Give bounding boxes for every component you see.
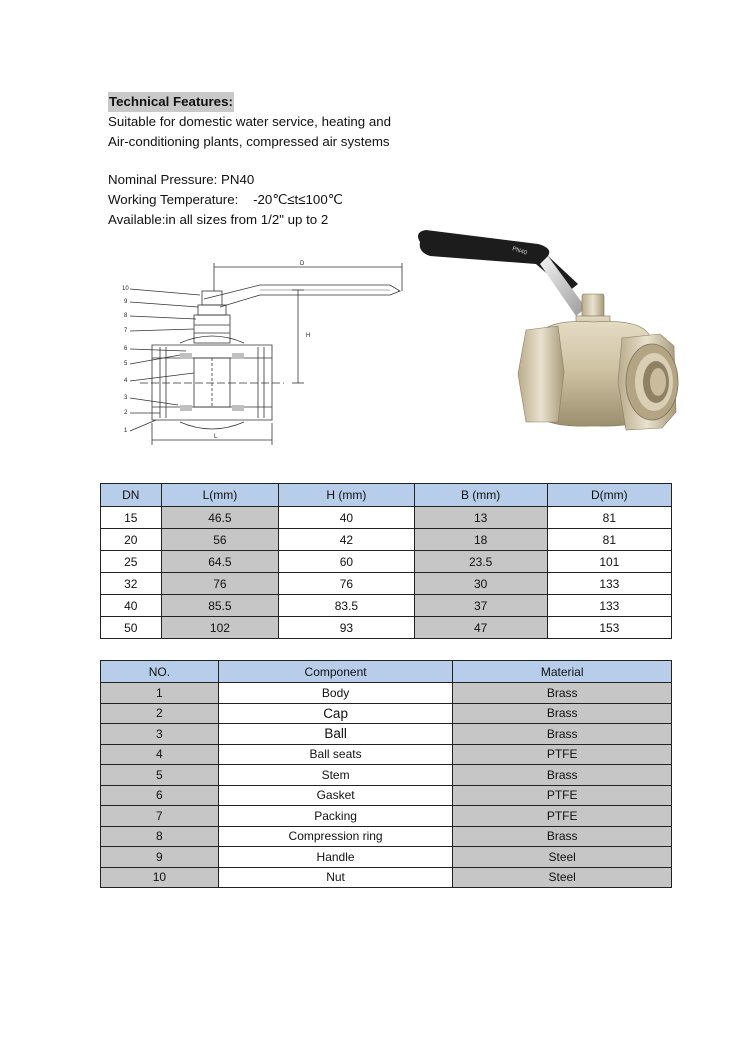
cell-l: 76 — [161, 573, 279, 595]
part-number-2: 2 — [124, 410, 128, 416]
cell-l: 56 — [161, 529, 279, 551]
table-row — [101, 765, 672, 786]
cell-no: 8 — [101, 826, 219, 847]
dim-label-d: D — [300, 261, 305, 267]
valve-photo — [408, 222, 708, 460]
table-row — [101, 529, 672, 551]
cell-material: Brass — [453, 724, 672, 745]
table-row — [101, 507, 672, 529]
cell-b: 47 — [414, 617, 547, 639]
table-row — [101, 847, 672, 868]
technical-features — [108, 92, 468, 230]
cell-no: 9 — [101, 847, 219, 868]
cell-h: 76 — [279, 573, 414, 595]
header-no: NO. — [101, 661, 219, 683]
cell-no: 7 — [101, 806, 219, 827]
cell-component: Nut — [218, 867, 453, 888]
technical-drawing — [120, 255, 405, 455]
cell-material: Brass — [453, 765, 672, 786]
table-row — [101, 806, 672, 827]
ball-valve-image — [408, 222, 708, 460]
cell-b: 23.5 — [414, 551, 547, 573]
dimensions-header-row — [101, 484, 672, 507]
cell-material: Brass — [453, 703, 672, 724]
table-row — [101, 617, 672, 639]
cell-material: Steel — [453, 867, 672, 888]
cell-component: Body — [218, 683, 453, 704]
part-number-8: 8 — [124, 313, 128, 319]
table-row — [101, 683, 672, 704]
cell-h: 60 — [279, 551, 414, 573]
cell-l: 85.5 — [161, 595, 279, 617]
table-row — [101, 826, 672, 847]
cell-b: 13 — [414, 507, 547, 529]
cell-d: 133 — [547, 595, 671, 617]
cell-dn: 20 — [101, 529, 162, 551]
table-row — [101, 595, 672, 617]
cell-material: Brass — [453, 683, 672, 704]
cell-b: 37 — [414, 595, 547, 617]
part-number-3: 3 — [124, 395, 128, 401]
part-number-1: 1 — [124, 428, 128, 434]
features-line-2: Air-conditioning plants, compressed air systems — [108, 134, 390, 149]
table-row — [101, 744, 672, 765]
cell-no: 5 — [101, 765, 219, 786]
cell-no: 10 — [101, 867, 219, 888]
nominal-pressure: Nominal Pressure: PN40 — [108, 172, 255, 187]
table-row — [101, 785, 672, 806]
table-row — [101, 724, 672, 745]
header-l: L(mm) — [161, 484, 279, 507]
cell-component: Cap — [218, 703, 453, 724]
cell-component: Ball — [218, 724, 453, 745]
cell-l: 46.5 — [161, 507, 279, 529]
part-number-10: 10 — [122, 286, 129, 292]
cell-material: PTFE — [453, 806, 672, 827]
cell-l: 64.5 — [161, 551, 279, 573]
cell-no: 3 — [101, 724, 219, 745]
available-sizes: Available:in all sizes from 1/2" up to 2 — [108, 212, 329, 227]
spacer — [108, 152, 468, 170]
cell-component: Compression ring — [218, 826, 453, 847]
header-dn: DN — [101, 484, 162, 507]
features-line-1: Suitable for domestic water service, heating and — [108, 114, 392, 129]
cell-b: 30 — [414, 573, 547, 595]
cell-material: PTFE — [453, 785, 672, 806]
cell-d: 133 — [547, 573, 671, 595]
header-b: B (mm) — [414, 484, 547, 507]
cell-dn: 40 — [101, 595, 162, 617]
part-number-9: 9 — [124, 299, 128, 305]
cell-h: 93 — [279, 617, 414, 639]
valve-drawing — [120, 255, 405, 455]
part-number-5: 5 — [124, 361, 128, 367]
features-heading: Technical Features: — [108, 92, 234, 112]
table-row — [101, 867, 672, 888]
cell-component: Handle — [218, 847, 453, 868]
cell-b: 18 — [414, 529, 547, 551]
cell-material: Brass — [453, 826, 672, 847]
cell-h: 42 — [279, 529, 414, 551]
cell-l: 102 — [161, 617, 279, 639]
handle-text: PN40 — [511, 246, 528, 257]
part-number-4: 4 — [124, 378, 128, 384]
header-d: D(mm) — [547, 484, 671, 507]
table-row — [101, 551, 672, 573]
dim-label-l: L — [214, 434, 218, 440]
dim-label-h: H — [306, 333, 311, 339]
cell-h: 83.5 — [279, 595, 414, 617]
part-number-7: 7 — [124, 328, 128, 334]
cell-dn: 25 — [101, 551, 162, 573]
cell-no: 2 — [101, 703, 219, 724]
header-material: Material — [453, 661, 672, 683]
header-component: Component — [218, 661, 453, 683]
materials-table — [100, 660, 672, 888]
cell-d: 81 — [547, 507, 671, 529]
dimensions-table — [100, 483, 672, 639]
cell-d: 153 — [547, 617, 671, 639]
cell-component: Ball seats — [218, 744, 453, 765]
part-number-6: 6 — [124, 346, 128, 352]
working-temperature: Working Temperature: -20℃≤t≤100℃ — [108, 192, 343, 207]
cell-no: 1 — [101, 683, 219, 704]
cell-no: 6 — [101, 785, 219, 806]
table-row — [101, 573, 672, 595]
header-h: H (mm) — [279, 484, 414, 507]
cell-no: 4 — [101, 744, 219, 765]
cell-dn: 32 — [101, 573, 162, 595]
cell-d: 81 — [547, 529, 671, 551]
cell-dn: 50 — [101, 617, 162, 639]
cell-component: Packing — [218, 806, 453, 827]
cell-dn: 15 — [101, 507, 162, 529]
materials-header-row — [101, 661, 672, 683]
cell-component: Stem — [218, 765, 453, 786]
cell-material: Steel — [453, 847, 672, 868]
cell-material: PTFE — [453, 744, 672, 765]
cell-h: 40 — [279, 507, 414, 529]
cell-d: 101 — [547, 551, 671, 573]
table-row — [101, 703, 672, 724]
cell-component: Gasket — [218, 785, 453, 806]
